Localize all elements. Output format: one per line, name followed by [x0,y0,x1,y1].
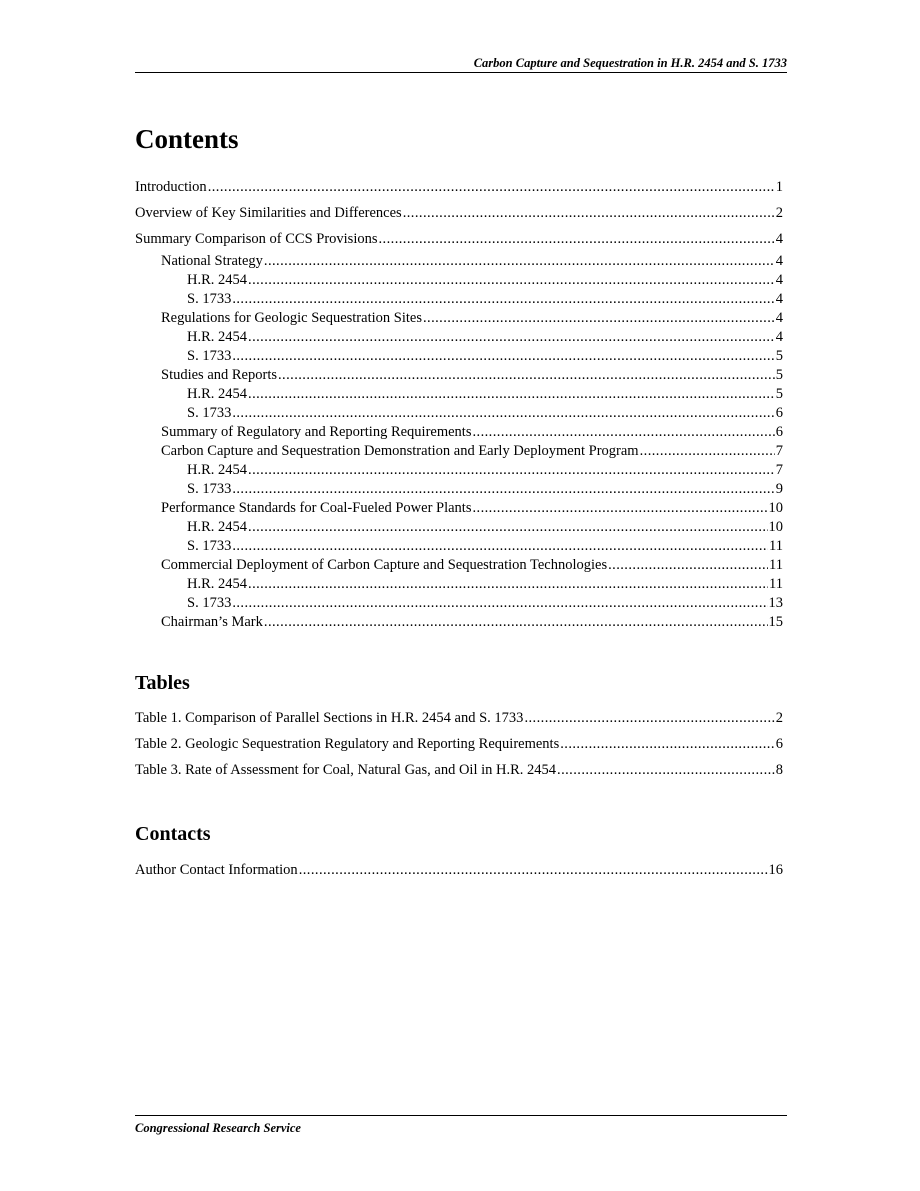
toc-entry-page: 2 [775,710,783,726]
toc-entry-page: 8 [775,762,783,778]
toc-entry-hr2454[interactable] [187,327,783,346]
toc-entry-author-contact[interactable] [135,860,783,879]
toc-entry-title: H.R. 2454 [187,462,248,478]
toc-entry-page: 16 [768,862,783,878]
toc-entry-title: S. 1733 [187,481,232,497]
toc-entry-title: H.R. 2454 [187,329,248,345]
toc-entry-title: H.R. 2454 [187,386,248,402]
toc-entry-s1733[interactable] [187,289,783,308]
toc-entry-page: 10 [768,500,783,516]
toc-entry-title: Table 1. Comparison of Parallel Sections in H.R. 2454 and S. 1733 [135,710,524,726]
toc-entry-page: 4 [775,231,783,247]
toc-entry-s1733[interactable] [187,536,783,555]
toc-entry-s1733[interactable] [187,346,783,365]
toc-entry-page: 13 [768,595,783,611]
leader-dots [248,576,768,593]
leader-dots [423,310,775,327]
toc-entry-table-2[interactable] [135,734,783,753]
toc-entry-page: 6 [775,405,783,421]
toc-entry-title: Chairman’s Mark [161,614,263,630]
toc-entry-title: Regulations for Geologic Sequestration Sites [161,310,422,326]
toc-entry-s1733[interactable] [187,403,783,422]
leader-dots [557,762,775,779]
toc-entry-title: Table 2. Geologic Sequestration Regulatory and Reporting Requirements [135,736,560,752]
toc-entry-title: H.R. 2454 [187,519,248,535]
toc-entry-title: S. 1733 [187,405,232,421]
toc-entry-page: 4 [775,253,783,269]
toc-entry-commercial-deployment[interactable] [161,555,783,574]
toc-entry-page: 11 [769,538,783,554]
leader-dots [232,595,767,612]
toc-entry-page: 15 [768,614,783,630]
toc-entry-page: 11 [769,557,783,573]
toc-entry-page: 9 [775,481,783,497]
leader-dots [472,424,774,441]
leader-dots [264,614,768,631]
leader-dots [232,405,774,422]
header-rule [135,72,787,73]
toc-entry-title: Studies and Reports [161,367,277,383]
leader-dots [248,386,775,403]
leader-dots [524,710,774,727]
leader-dots [560,736,775,753]
toc-entry-overview[interactable] [135,203,783,222]
toc-entry-title: S. 1733 [187,538,232,554]
toc-entry-page: 5 [775,348,783,364]
toc-entry-title: Performance Standards for Coal-Fueled Power Plants [161,500,472,516]
toc-entry-title: Table 3. Rate of Assessment for Coal, Natural Gas, and Oil in H.R. 2454 [135,762,557,778]
toc-entry-page: 2 [775,205,783,221]
leader-dots [264,253,775,270]
toc-entry-page: 7 [775,443,783,459]
footer-rule [135,1115,787,1116]
leader-dots [248,462,775,479]
leader-dots [403,205,775,222]
toc-entry-regulations[interactable] [161,308,783,327]
toc-entry-title: S. 1733 [187,348,232,364]
toc-entry-demonstration-program[interactable] [161,441,783,460]
toc-entry-title: S. 1733 [187,291,232,307]
leader-dots [248,272,775,289]
toc-entry-page: 10 [768,519,783,535]
leader-dots [232,291,774,308]
toc-entry-hr2454[interactable] [187,384,783,403]
leader-dots [232,348,774,365]
toc-entry-title: Summary Comparison of CCS Provisions [135,231,378,247]
toc-entry-page: 1 [775,179,783,195]
leader-dots [208,179,775,196]
toc-entry-title: Author Contact Information [135,862,298,878]
leader-dots [232,481,774,498]
toc-entry-hr2454[interactable] [187,270,783,289]
toc-entry-hr2454[interactable] [187,574,783,593]
toc-entry-chairmans-mark[interactable] [161,612,783,631]
toc-entry-title: Introduction [135,179,207,195]
toc-entry-s1733[interactable] [187,593,783,612]
toc-entry-title: Carbon Capture and Sequestration Demonstration and Early Deployment Program [161,443,639,459]
toc-entry-title: Summary of Regulatory and Reporting Requirements [161,424,472,440]
toc-entry-title: National Strategy [161,253,263,269]
toc-entry-title: H.R. 2454 [187,576,248,592]
leader-dots [248,519,767,536]
toc-entry-page: 5 [775,367,783,383]
toc-entry-page: 4 [775,329,783,345]
running-footer: Congressional Research Service [135,1121,301,1135]
toc-entry-page: 4 [775,310,783,326]
leader-dots [248,329,775,346]
leader-dots [278,367,775,384]
toc-entry-introduction[interactable] [135,177,783,196]
toc-entry-page: 6 [775,424,783,440]
toc-entry-page: 4 [775,272,783,288]
toc-entry-summary-requirements[interactable] [161,422,783,441]
toc-entry-hr2454[interactable] [187,517,783,536]
toc-entry-hr2454[interactable] [187,460,783,479]
leader-dots [640,443,775,460]
toc-entry-table-1[interactable] [135,708,783,727]
toc-entry-table-3[interactable] [135,760,783,779]
contents-heading: Contents [135,124,239,154]
running-header: Carbon Capture and Sequestration in H.R. 2454 and S. 1733 [473,56,787,70]
toc-entry-s1733[interactable] [187,479,783,498]
contacts-heading: Contacts [135,823,211,845]
toc-entry-page: 4 [775,291,783,307]
toc-entry-page: 7 [775,462,783,478]
toc-entry-title: S. 1733 [187,595,232,611]
leader-dots [608,557,768,574]
toc-entry-performance-standards[interactable] [161,498,783,517]
leader-dots [232,538,768,555]
leader-dots [472,500,767,517]
tables-heading: Tables [135,672,190,694]
toc-entry-studies-reports[interactable] [161,365,783,384]
toc-entry-page: 5 [775,386,783,402]
toc-entry-summary-comparison[interactable] [135,229,783,248]
toc-entry-page: 11 [769,576,783,592]
toc-entry-title: Overview of Key Similarities and Differences [135,205,402,221]
toc-entry-title: H.R. 2454 [187,272,248,288]
leader-dots [299,862,768,879]
toc-entry-national-strategy[interactable] [161,251,783,270]
toc-entry-title: Commercial Deployment of Carbon Capture and Sequestration Technologies [161,557,608,573]
toc-entry-page: 6 [775,736,783,752]
leader-dots [379,231,775,248]
